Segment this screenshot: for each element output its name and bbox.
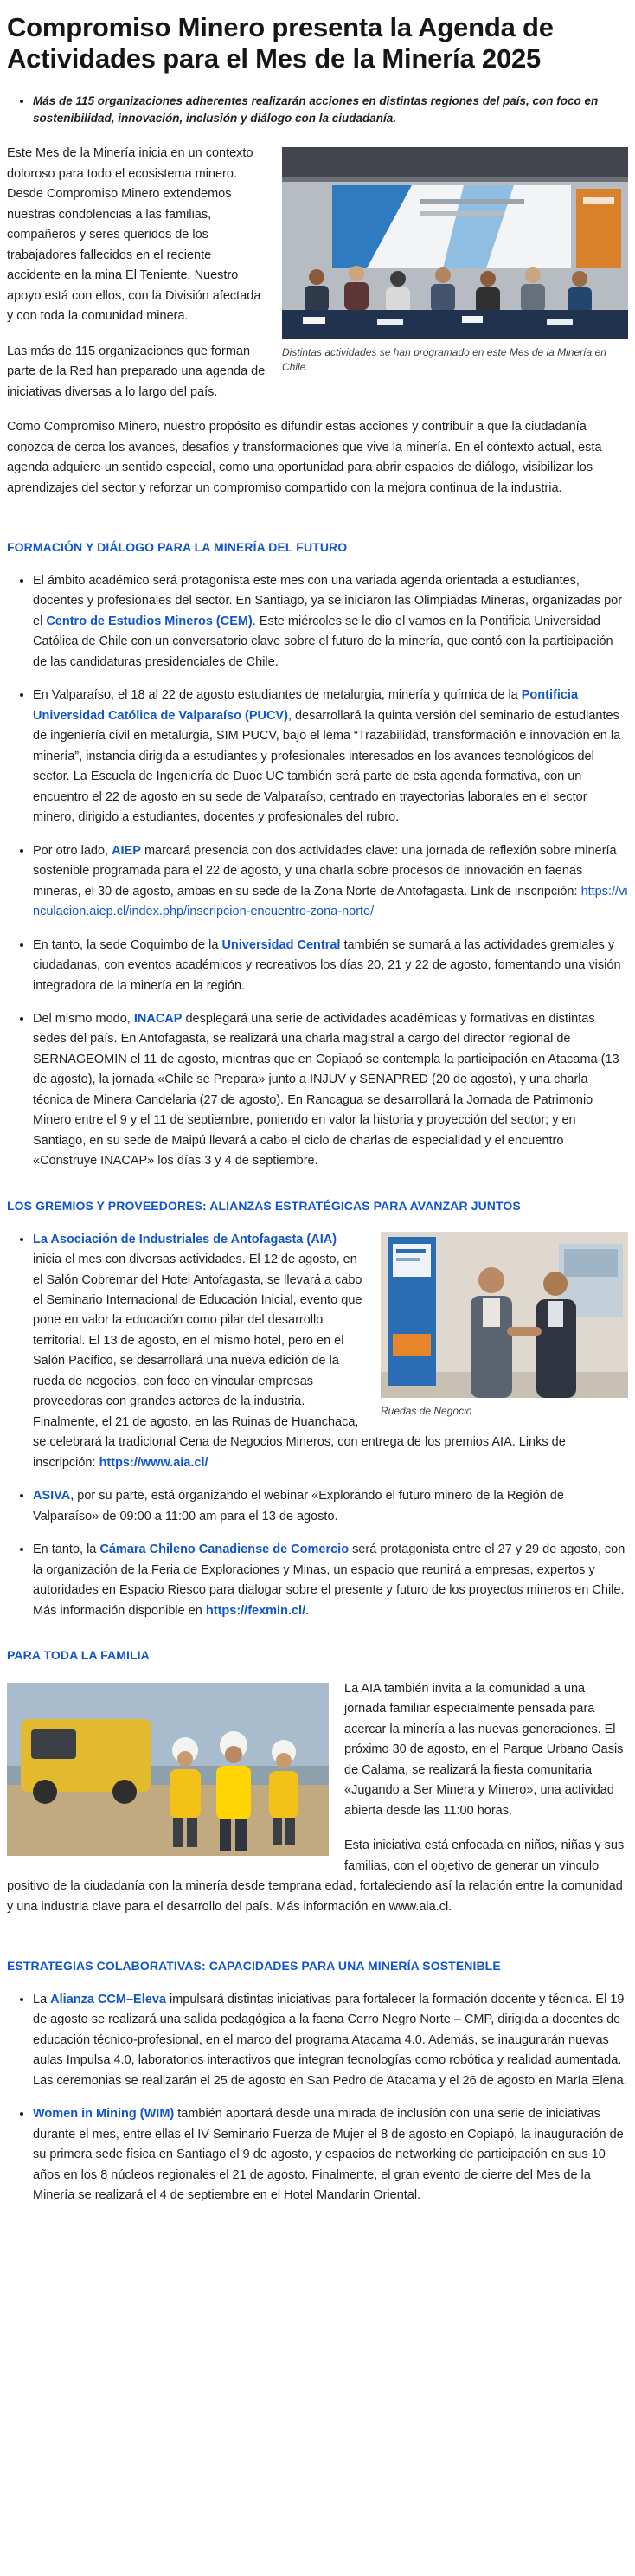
- inline-link[interactable]: Pontificia Universidad Católica de Valparaíso (PUCV): [33, 688, 579, 723]
- text-segment: En tanto, la: [33, 1542, 100, 1557]
- text-segment: , desarrollará la quinta versión del seminario de estudiantes de ingeniería civil en metalurgia, SIM PUCV, bajo el lema “Trazabilidad, transformación e innovación en la minería”, instancia dirigida a estudiantes y profesionales interesados en los avances tecnológicos del sector. La Escuela de Ingeniería de Duoc UC también será parte de esta agenda formativa, con un encuentro el 22 de agosto en su sede de Valparaíso, centrado en trayectorias laborales en el sector minero, dirigido a estudiantes, docentes y profesionales del rubro.: [33, 708, 621, 825]
- text-segment: La: [33, 1992, 51, 2006]
- inline-link[interactable]: https://fexmin.cl/: [205, 1603, 306, 1618]
- intro-section: [7, 144, 628, 513]
- seminar-room-photo-image: [282, 147, 628, 339]
- seminar-room-photo: [282, 147, 628, 373]
- photo-caption: • Ruedas de Negocio: [381, 1404, 472, 1417]
- text-segment: , por su parte, está organizando el webinar «Explorando el futuro minero de la Región de Valparaíso» de 09:00 a 11:00 am para el 13 de agosto.: [33, 1489, 564, 1523]
- bullet-item: [33, 1540, 628, 1621]
- page-title: Compromiso Minero presenta la Agenda de Actividades para el Mes de la Minería 2025: [7, 12, 554, 74]
- inline-link[interactable]: Centro de Estudios Mineros (CEM): [46, 614, 253, 628]
- text-segment: también se sumará a las actividades gremiales y ciudadanas, con eventos académicos y recreativos los días 20, 21 y 22 de agosto, fomentando una visión integradora de la minería en la región.: [33, 937, 621, 993]
- inline-link[interactable]: Cámara Chileno Canadiense de Comercio: [99, 1542, 350, 1557]
- familia-section: [7, 1679, 628, 1932]
- familia-paragraph-2: Esta iniciativa está enfocada en niños, niñas y sus familias, con el objetivo de generar un vínculo positivo de la ciudadanía con la minería desde temprana edad, fortaleciendo así la relación entre la comunidad y una industria clave para el desarrollo del país. Más información en www.aia.cl.: [7, 1839, 625, 1914]
- inline-link[interactable]: Universidad Central: [221, 937, 341, 952]
- bullet-item: [33, 571, 628, 673]
- text-segment: también aportará desde una mirada de inclusión con una serie de iniciativas durante el mes, entre ellas el IV Seminario Fuerza de Mujer el 8 de agosto en Copiapó, la inauguración de su primera sede física en Santiago el 9 de agosto, y espacios de networking de participación en sus 10 años en los 8 núcleos regionales el 21 de agosto. Finalmente, el gran evento de cierre del Mes de la Minería se realizará el 4 de septiembre en el Hotel Mandarín Oriental.: [33, 2107, 624, 2203]
- section-heading-familia: PARA TODA LA FAMILIA: [7, 1648, 150, 1663]
- text-segment: Por otro lado,: [33, 843, 112, 858]
- bullet-item: [33, 1009, 628, 1172]
- bullet-item: [33, 1486, 628, 1527]
- text-segment: inicia el mes con diversas actividades. El 12 de agosto, en el Salón Cobremar del Hotel Antofagasta, se llevará a cabo el Seminario Internacional de Educación Inicial, evento que pone en valor la educación como pilar del desarrollo territorial. El 13 de agosto, en el mismo hotel, pero en el Salón Pacífico, se desarrollará una nueva edición de la rueda de negocios, con foco en vincular empresas proveedoras con grandes actores de la industria. Finalmente, el 21 de agosto, en las Ruinas de Huanchaca, se celebrará la tradicional Cena de Negocios Mineros, con entrega de los premios AIA. Links de inscripción:: [33, 1253, 566, 1470]
- intro-paragraph-1: Este Mes de la Minería inicia en un contexto doloroso para todo el ecosistema minero. Desde Compromiso Minero extendemos nuestras condolencias a las familias, compañeros y seres queridos de los trabajadores fallecidos en el reciente accidente en la mina El Teniente. Nuestro apoyo está con ellos, con la División afectada y con toda la comunidad minera.: [7, 146, 261, 324]
- text-segment: impulsará distintas iniciativas para fortalecer la formación docente y técnica. El 19 de agosto se realizará una salida pedagógica a la faena Cerro Negro Norte – CMP, dirigida a docentes de educación técnico-profesional, en el marco del programa Atacama 4.0. Además, se inaugurarán nuevas aulas Impulsa 4.0, laboratorios interactivos que integran tecnologías como robótica y realidad aumentada. Las ceremonias se realizarán el 25 de agosto en San Pedro de Atacama y el 26 de agosto en María Elena.: [33, 1992, 627, 2088]
- inline-link[interactable]: Women in Mining (WIM): [33, 2107, 175, 2122]
- bullet-item: [33, 841, 628, 923]
- text-segment: desplegará una serie de actividades académicas y formativas en distintas sedes del país. En Antofagasta, se realizará una charla magistral a cargo del director regional de SERNAGEOMIN el 11 de agosto, mientras que en Copiapó se contempla la participación en Atacama (13 de agosto), la jornada «Chile se Prepara» junto a INJUV y SENAPRED (20 de agosto), y una charla técnica de Minera Candelaria (27 de agosto). En Rancagua se desarrollará la Jornada de Patrimonio Minero entre el 9 y el 11 de septiembre, poniendo en valor la historia y proyección del sector; y en Santiago, en su sede de Maipú llevará a cabo el ciclo de charlas de especialidad y el encuentro «Construye INACAP» los días 3 y 4 de septiembre.: [33, 1012, 619, 1169]
- gremios-list: [7, 1230, 628, 1622]
- inline-link[interactable]: La Asociación de Industriales de Antofagasta (AIA): [33, 1232, 337, 1246]
- business-roundtable-photo: [381, 1232, 628, 1418]
- formacion-list: [7, 571, 628, 1172]
- children-activity-photo: [7, 1683, 329, 1856]
- text-segment: marcará presencia con dos actividades clave: una jornada de reflexión sobre minería sostenible programada para el 22 de agosto, y una charla sobre procesos de innovación en faenas mineras, el 30 de agosto, ambas en su sede de la Zona Norte de Antofagasta. Link de inscripción:: [33, 843, 617, 898]
- intro-paragraph-3: Como Compromiso Minero, nuestro propósito es difundir estas acciones y contribuir a que la ciudadanía conozca de cerca los avances, desafíos y transformaciones que vive la minería. En el contexto actual, esta agenda adquiere un sentido especial, como una oportunidad para abrir espacios de diálogo, visibilizar los aprendizajes del sector y reforzar un compromiso compartido con la mejora continua de la industria.: [7, 420, 602, 495]
- text-segment: En Valparaíso, el 18 al 22 de agosto estudiantes de metalurgia, minería y química de la: [33, 688, 522, 703]
- text-segment: Del mismo modo,: [33, 1012, 134, 1026]
- children-activity-photo-image: [7, 1683, 329, 1856]
- text-segment: El ámbito académico será protagonista este mes con una variada agenda orientada a estudiantes, docentes y profesionales del sector. En Santiago, ya se iniciaron las Olimpiadas Mineras, organizadas por el: [33, 573, 623, 628]
- text-segment: será protagonista entre el 27 y 29 de agosto, con la organización de la Feria de Exploraciones y Minas, un espacio que reunirá a empresas, expertos y autoridades en Espacio Riesco para dialogar sobre el presente y futuro de los proyectos mineros en Chile. Más información disponible en: [33, 1542, 625, 1618]
- bullet-item: [33, 936, 628, 996]
- inline-link[interactable]: INACAP: [133, 1012, 183, 1026]
- text-segment: .: [305, 1603, 310, 1618]
- bullet-item: [33, 1230, 628, 1474]
- text-segment: . Este miércoles se le dio el vamos en la Pontificia Universidad Católica de Chile con un conversatorio clave sobre el futuro de la minería, que contó con la participación de las candidaturas presidenciales de Chile.: [33, 614, 613, 669]
- inline-link[interactable]: https://vinculacion.aiep.cl/index.php/inscripcion-encuentro-zona-norte/: [33, 884, 628, 919]
- familia-paragraph-1: La AIA también invita a la comunidad a una jornada familiar especialmente pensada para acercar la minería a las nuevas generaciones. El próximo 30 de agosto, en el Parque Urbano Oasis de Calama, se realizará la fiesta comunitaria «Jugando a Ser Minera y Minero», una actividad abierta desde las 11:00 horas.: [344, 1681, 624, 1818]
- business-roundtable-photo-image: [381, 1232, 628, 1398]
- inline-link[interactable]: https://www.aia.cl/: [99, 1455, 208, 1470]
- inline-link[interactable]: ASIVA: [33, 1489, 71, 1504]
- lead-point: • Más de 115 organizaciones adherentes realizarán acciones en distintas regiones del país, con foco en sostenibilidad, innovación, inclusión y diálogo con la ciudadanía.: [33, 93, 628, 129]
- photo-caption: Distintas actividades se han programado en este Mes de la Minería en Chile.: [282, 346, 606, 373]
- bullet-item: [33, 1990, 628, 2091]
- estrategias-list: [7, 1990, 628, 2206]
- bullet-item: [33, 2104, 628, 2206]
- section-heading-formacion: FORMACIÓN Y DIÁLOGO PARA LA MINERÍA DEL FUTURO: [7, 540, 348, 555]
- section-heading-estrategias: ESTRATEGIAS COLABORATIVAS: CAPACIDADES PARA UNA MINERÍA SOSTENIBLE: [7, 1959, 501, 1974]
- inline-link[interactable]: Alianza CCM–Eleva: [50, 1992, 166, 2006]
- intro-paragraph-2: Las más de 115 organizaciones que forman parte de la Red han preparado una agenda de iniciativas diversas a lo largo del país.: [7, 344, 266, 399]
- inline-link[interactable]: AIEP: [112, 843, 141, 858]
- section-heading-gremios: LOS GREMIOS Y PROVEEDORES: ALIANZAS ESTRATÉGICAS PARA AVANZAR JUNTOS: [7, 1198, 521, 1213]
- text-segment: En tanto, la sede Coquimbo de la: [33, 937, 222, 952]
- lead-list: [7, 93, 628, 129]
- bullet-item: [33, 686, 628, 828]
